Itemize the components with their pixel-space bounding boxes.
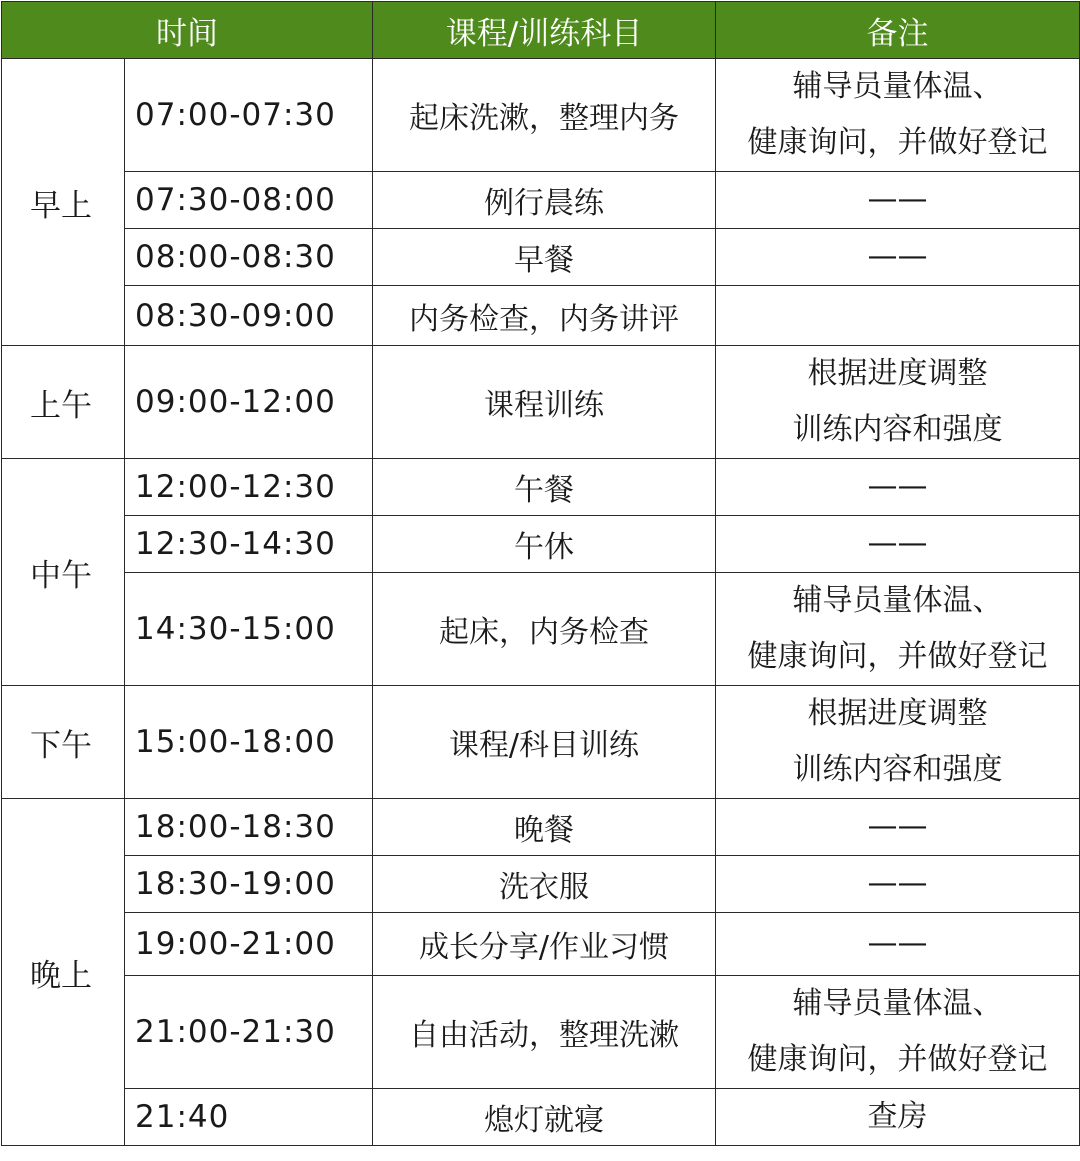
course-cell: 午餐 xyxy=(373,459,716,516)
note-line: 辅导员量体温、 xyxy=(792,69,1003,104)
note-cell xyxy=(716,686,1080,799)
time-cell: 12:00-12:30 xyxy=(125,459,373,516)
note-line: 训练内容和强度 xyxy=(792,412,1003,447)
table-row xyxy=(2,516,1080,573)
course-cell: 例行晨练 xyxy=(373,172,716,229)
course-cell: 课程训练 xyxy=(373,346,716,459)
note-cell xyxy=(716,573,1080,686)
note-cell: 查房 xyxy=(716,1089,1080,1146)
header-course: 课程/训练科目 xyxy=(373,2,716,59)
schedule-table xyxy=(1,1,1080,1146)
period-label: 下午 xyxy=(2,686,125,799)
time-cell: 15:00-18:00 xyxy=(125,686,373,799)
table-row xyxy=(2,856,1080,913)
time-cell: 08:30-09:00 xyxy=(125,286,373,346)
time-cell: 08:00-08:30 xyxy=(125,229,373,286)
course-cell: 成长分享/作业习惯 xyxy=(373,913,716,976)
course-cell: 洗衣服 xyxy=(373,856,716,913)
course-cell: 早餐 xyxy=(373,229,716,286)
note-line: 辅导员量体温、 xyxy=(792,986,1003,1021)
note-cell: —— xyxy=(716,913,1080,976)
time-cell: 19:00-21:00 xyxy=(125,913,373,976)
table-row xyxy=(2,346,1080,459)
time-cell: 07:00-07:30 xyxy=(125,59,373,172)
table-row xyxy=(2,573,1080,686)
header-row xyxy=(2,2,1080,59)
course-cell: 晚餐 xyxy=(373,799,716,856)
table-row xyxy=(2,59,1080,172)
time-cell: 14:30-15:00 xyxy=(125,573,373,686)
header-time: 时间 xyxy=(2,2,373,59)
note-cell xyxy=(716,346,1080,459)
period-label: 中午 xyxy=(2,459,125,686)
header-note: 备注 xyxy=(716,2,1080,59)
note-cell: —— xyxy=(716,856,1080,913)
note-line: 辅导员量体温、 xyxy=(792,583,1003,618)
note-line: 健康询问，并做好登记 xyxy=(747,1042,1048,1077)
note-cell xyxy=(716,59,1080,172)
table-row xyxy=(2,172,1080,229)
note-cell: —— xyxy=(716,459,1080,516)
table-row xyxy=(2,976,1080,1089)
time-cell: 18:00-18:30 xyxy=(125,799,373,856)
course-cell: 内务检查，内务讲评 xyxy=(373,286,716,346)
time-cell: 18:30-19:00 xyxy=(125,856,373,913)
note-cell: —— xyxy=(716,172,1080,229)
course-cell: 起床，内务检查 xyxy=(373,573,716,686)
table-row xyxy=(2,686,1080,799)
note-cell: —— xyxy=(716,516,1080,573)
table-row xyxy=(2,913,1080,976)
course-cell: 课程/科目训练 xyxy=(373,686,716,799)
note-line: 健康询问，并做好登记 xyxy=(747,639,1048,674)
time-cell: 12:30-14:30 xyxy=(125,516,373,573)
period-label: 晚上 xyxy=(2,799,125,1146)
period-label: 早上 xyxy=(2,59,125,346)
note-line: 训练内容和强度 xyxy=(792,752,1003,787)
course-cell: 午休 xyxy=(373,516,716,573)
note-line: 根据进度调整 xyxy=(807,696,988,731)
table-row xyxy=(2,229,1080,286)
course-cell: 起床洗漱，整理内务 xyxy=(373,59,716,172)
time-cell: 07:30-08:00 xyxy=(125,172,373,229)
table-row xyxy=(2,1089,1080,1146)
note-cell xyxy=(716,286,1080,346)
table-row xyxy=(2,286,1080,346)
time-cell: 21:00-21:30 xyxy=(125,976,373,1089)
time-cell: 21:40 xyxy=(125,1089,373,1146)
time-cell: 09:00-12:00 xyxy=(125,346,373,459)
table-row xyxy=(2,459,1080,516)
note-cell xyxy=(716,976,1080,1089)
note-cell: —— xyxy=(716,799,1080,856)
period-label: 上午 xyxy=(2,346,125,459)
note-cell: —— xyxy=(716,229,1080,286)
note-line: 根据进度调整 xyxy=(807,356,988,391)
note-line: 健康询问，并做好登记 xyxy=(747,125,1048,160)
course-cell: 自由活动，整理洗漱 xyxy=(373,976,716,1089)
table-row xyxy=(2,799,1080,856)
course-cell: 熄灯就寝 xyxy=(373,1089,716,1146)
